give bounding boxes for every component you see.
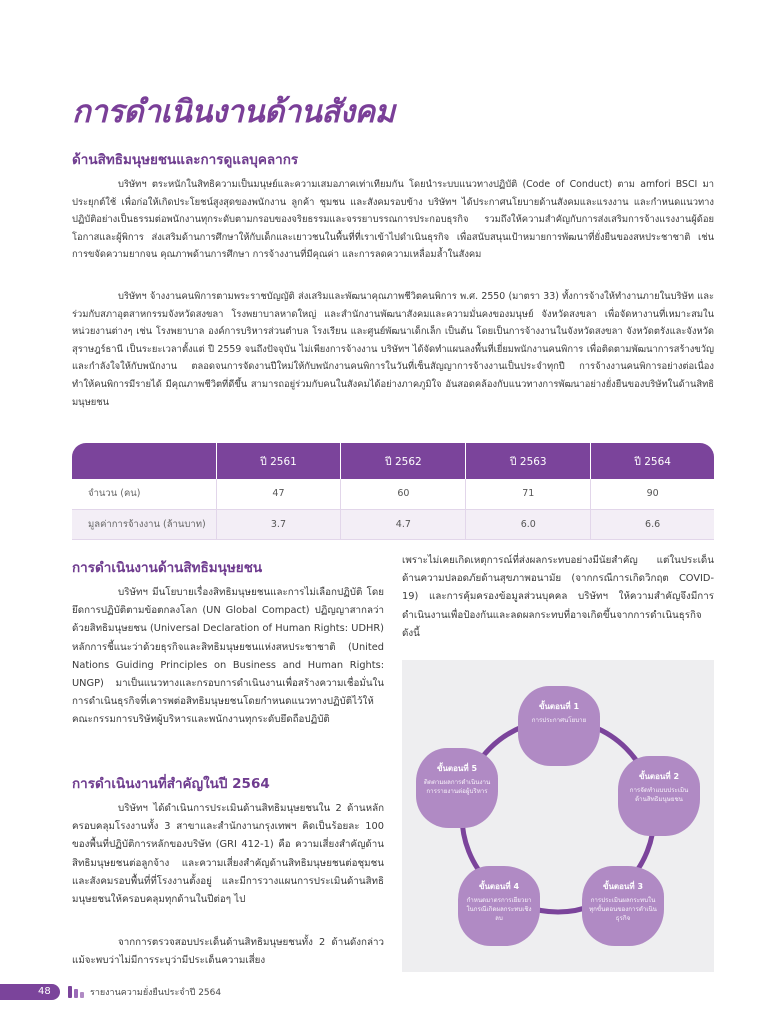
step-3-title: ขั้นตอนที่ 3 [602,882,644,891]
table-cell: 90 [591,479,714,509]
table-header-blank [72,443,216,479]
row-label: จำนวน (คน) [72,479,216,509]
table-cell: 6.6 [591,509,714,539]
step-1-title: ขั้นตอนที่ 1 [538,702,580,711]
step-4-title: ขั้นตอนที่ 4 [478,882,520,891]
step-3-desc: การประเมินผลกระทบในทุกขั้นตอนของการดำเนินธุรกิจ [589,897,657,922]
table-cell: 60 [341,479,466,509]
table-row [72,479,714,509]
row-label: มูลค่าการจ้างงาน (ล้านบาท) [72,509,216,539]
table-cell: 3.7 [216,509,341,539]
page-title: การดำเนินงานด้านสังคม [72,94,395,130]
key-operations-heading: การดำเนินงานที่สำคัญในปี 2564 [72,776,270,792]
step-3-blob [582,866,664,946]
step-5-title: ขั้นตอนที่ 5 [436,764,478,773]
audit-paragraph: จากการตรวจสอบประเด็นด้านสิทธิมนุษยชนทั้ง 2 ด้านดังกล่าว แม้จะพบว่าไม่มีการระบุว่ามีประเด็นความเสี่ยง [72,937,384,967]
intro-paragraph-2: บริษัทฯ จ้างงานคนพิการตามพระราชบัญญัติ ส่งเสริมและพัฒนาคุณภาพชีวิตคนพิการ พ.ศ. 2550 (มาตรา 33) ทั้งการจ้างให้ทำงานภายในบริษัท และร่วมกับสภาอุตสาหกรรมจังหวัดสงขลา โรงพยาบาลหาดใหญ่ และสำนักงานพัฒนาสังคมและความมั่นคงของมนุษย์ จังหวัดสงขลา เพื่อจัดหางานที่เหมาะสมในหน่วยงานต่างๆ เช่น โรงพยาบาล องค์การบริหารส่วนตำบล โรงเรียน และศูนย์พัฒนาเด็กเล็ก เป็นต้น โดยเป็นการจ้างงานในจังหวัดสงขลา จังหวัดตรังและจังหวัดสุราษฎร์ธานี เป็นระยะเวลาตั้งแต่ ปี 2559 จนถึงปัจจุบัน ไม่เพียงการจ้างงาน บริษัทฯ ได้จัดทำแผนลงพื้นที่เยี่ยมพนักงานคนพิการ เพื่อติดตามพัฒนาการสร้างขวัญและกำลังใจให้กับพนักงาน ตลอดจนการจัดงานปีใหม่ให้กับพนักงานคนพิการในวันที่เซ็นสัญญาการจ้างงานเป็นประจำทุกปี การจ้างงานคนพิการอย่างต่อเนื่อง ทำให้คนพิการมีรายได้ มีคุณภาพชีวิตที่ดีขึ้น สามารถอยู่ร่วมกับคนในสังคมได้อย่างภาคภูมิใจ อันสอดคล้องกับแนวทางการพัฒนาอย่างยั่งยืนของบริษัทในด้านสิทธิมนุษยชน [72,291,714,408]
right-column-paragraph: เพราะไม่เคยเกิดเหตุการณ์ที่ส่งผลกระทบอย่างมีนัยสำคัญ แต่ในประเด็นด้านความปลอดภัยด้านสุขภาพอนามัย (จากกรณีการเกิดวิกฤต COVID-19) และการคุ้มครองข้อมูลส่วนบุคคล บริษัทฯ ให้ความสำคัญจึงมีการดำเนินงานเพื่อป้องกันและลดผลกระทบที่อาจเกิดขึ้นจากการดำเนินธุรกิจ ดังนี้ [402,555,714,639]
table-cell: 71 [466,479,591,509]
process-diagram [402,660,714,972]
employment-table [72,443,714,540]
company-logo-icon [66,984,86,1000]
table-header-year: ปี 2561 [216,443,341,479]
step-2-desc: การจัดทำแบบประเมินด้านสิทธิมนุษยชน [629,787,689,803]
section-heading: ด้านสิทธิมนุษยชนและการดูแลบุคลากร [72,152,299,168]
step-4-blob [458,866,540,946]
step-1-desc: การประกาศนโยบาย [531,717,587,724]
step-2-title: ขั้นตอนที่ 2 [638,772,680,781]
table-cell: 47 [216,479,341,509]
table-header-year: ปี 2562 [341,443,466,479]
step-5-blob [416,748,498,828]
step-5-desc: ติดตามผลการดำเนินงาน การรายงานต่อผู้บริหาร [423,779,491,795]
human-rights-heading: การดำเนินงานด้านสิทธิมนุษยชน [72,560,263,576]
table-header-year: ปี 2563 [466,443,591,479]
table-cell: 6.0 [466,509,591,539]
table-cell: 4.7 [341,509,466,539]
page-number: 48 [38,986,51,997]
step-4-desc: กำหนดมาตรการเยียวยาในกรณีเกิดผลกระทบเชิงลบ [466,897,532,922]
key-operations-paragraph: บริษัทฯ ได้ดำเนินการประเมินด้านสิทธิมนุษยชนใน 2 ด้านหลัก ครอบคลุมโรงงานทั้ง 3 สาขาและสำนักงานกรุงเทพฯ คิดเป็นร้อยละ 100 ของพื้นที่ปฏิบัติการหลักของบริษัท (GRI 412-1) คือ ความเสี่ยงสำคัญด้านสิทธิมนุษยชนต่อลูกจ้าง และความเสี่ยงสำคัญด้านสิทธิมนุษยชนต่อชุมชนและสังคมรอบพื้นที่ที่โรงงานตั้งอยู่ และมีการวางแผนการประเมินด้านสิทธิมนุษยชนให้ครอบคลุมทุกด้านในปีต่อๆ ไป [72,803,384,906]
step-1-blob [518,686,600,766]
intro-paragraph-1: บริษัทฯ ตระหนักในสิทธิความเป็นมนุษย์และความเสมอภาคเท่าเทียมกัน โดยนำระบบแนวทางปฏิบัติ (Code of Conduct) ตาม amfori BSCI มาประยุกต์ใช้ เพื่อก่อให้เกิดประโยชน์สูงสุดของพนักงาน ลูกค้า ชุมชน และสังคมรอบข้าง บริษัทฯ ได้ประกาศนโยบายด้านสังคมและแรงงาน และกำหนดแนวทางปฏิบัติอย่างเป็นธรรมต่อพนักงานทุกระดับตามกรอบของจริยธรรมและจรรยาบรรณการประกอบธุรกิจ รวมถึงให้ความสำคัญกับการส่งเสริมการจ้างแรงงานผู้ด้อยโอกาสและผู้พิการ ส่งเสริมด้านการศึกษาให้กับเด็กและเยาวชนในพื้นที่ที่เราเข้าไปดำเนินธุรกิจ เพื่อสนับสนุนเป้าหมายการพัฒนาที่ยั่งยืนของสหประชาชาติ เช่น การขจัดความยากจน คุณภาพด้านการศึกษา การจ้างงานที่มีคุณค่า และการลดความเหลื่อมล้ำในสังคม [72,179,714,261]
human-rights-paragraph: บริษัทฯ มีนโยบายเรื่องสิทธิมนุษยชนและการไม่เลือกปฏิบัติ โดยยึดการปฏิบัติตามข้อตกลงโลก (UN Global Compact) ปฏิญญาสากลว่าด้วยสิทธิมนุษยชน (Universal Declaration of Human Rights: UDHR) หลักการชี้แนะว่าด้วยธุรกิจและสิทธิมนุษยชนแห่งสหประชาชาติ (United Nations Guiding Principles on Business and Human Rights: UNGP) มาเป็นแนวทางและกรอบการดำเนินงานเพื่อสร้างความเชื่อมั่นในการดำเนินธุรกิจที่เคารพต่อสิทธิมนุษยชนโดยกำหนดแนวทางปฏิบัติไว้ให้คณะกรรมการบริษัทผู้บริหารและพนักงานทุกระดับยึดถือปฏิบัติ [72,587,384,726]
table-row [72,509,714,539]
footer-report-title: รายงานความยั่งยืนประจำปี 2564 [90,988,222,998]
table-header-year: ปี 2564 [591,443,714,479]
step-2-blob [618,756,700,836]
table-header-row [72,443,714,479]
